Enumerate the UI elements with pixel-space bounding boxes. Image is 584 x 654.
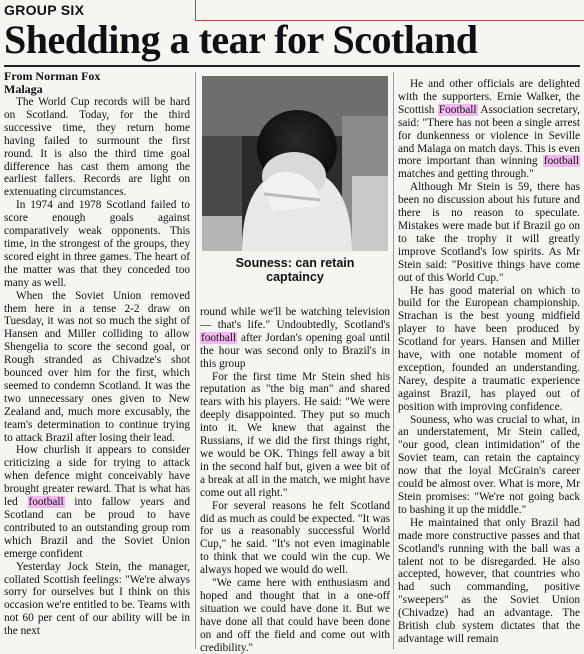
caption-line: captaincy xyxy=(266,270,324,284)
highlighted-word: football xyxy=(28,496,64,509)
column-divider xyxy=(195,72,196,649)
paragraph: The World Cup records will be hard on Scotland. Today, for the third successive time, they return home having failed to surmount the first round. It is also the third time goal difference has cast them among the earliest fallers. Records are light on extenuating circumstances. xyxy=(4,96,190,199)
highlighted-word: football xyxy=(201,331,237,344)
highlighted-word: Football xyxy=(438,103,477,116)
caption-line: Souness: can retain xyxy=(235,256,355,270)
paragraph: He maintained that only Brazil had made more constructive passes and that Scotland's running with the ball was a talent not to be disregarded. He also accepted, however, that countries who had such commanding, positive "sweepers" as the Soviet Union (Chivadze) had an advantage. The British club system dictates that the advantage will remain xyxy=(398,516,580,645)
byline-author: From Norman Fox xyxy=(4,69,101,83)
paragraph-text: He and other officials are delighted with the supporters. Ernie Walker, the Scottish xyxy=(398,78,580,116)
paragraph-text: after Jordan's opening goal until the hour was second only to Brazil's in this group xyxy=(200,331,390,370)
paragraph-text: into fallow years and Scotland can be proud to have contributed to an outstanding group rom which Brazil and the Soviet Union emerge confident xyxy=(4,496,190,560)
paragraph xyxy=(398,78,580,181)
paragraph: For the first time Mr Stein shed his reputation as "the big man" and shared tears with his players. He said: "We were deeply disappointed. They put so much into it. We knew that against the Russians, if we did the first things right, we would be OK. Things fell away a bit in the second half but, given a wee bit of a break at all in the match, we might have come out all right." xyxy=(200,370,390,499)
paragraph-text: matches and getting through." xyxy=(398,168,534,181)
paragraph: Although Mr Stein is 59, there has been no discussion about his future and there is no reason to speculate. Mistakes were made but if Brazil go on to take the trophy it will greatly improve Scotland's low spirits. As Mr Stein said: "Positive things have come out of this World Cup." xyxy=(398,181,580,284)
paragraph: He has good material on which to build for the European championship. Strachan is the best young midfield player to have been produced by Scotland for years. Hansen and Miller have, with one notable moment of exception, founded an understanding. Narey, despite a traumatic experience against Brazil, has played out of position with improving confidence. xyxy=(398,284,580,413)
paragraph: When the Soviet Union removed them here in a tense 2-2 draw on Tuesday, it was not so much the sight of Hansen and Miller colliding to allow Shengelia to score the second goal, or Rough stranded as Chivadze's shot bounced over him for the first, which seemed to condemn Scotland. It was the two unnecessary ones given to New Zealand and, much more excusably, the team's determination to continue trying to attack Brazil after losing their lead. xyxy=(4,289,190,444)
paragraph: "We came here with enthusiasm and hoped and thought that in a one-off situation we could have done it. But we have done all that could have been done on and off the field and come out with credibility." xyxy=(200,577,390,654)
paragraph-text: round while we'll be watching television — that's life." Undoubtedly, Scotland's xyxy=(200,306,390,331)
highlighted-word: football xyxy=(543,155,579,168)
section-label: GROUP SIX xyxy=(4,2,85,18)
byline-location: Malaga xyxy=(4,82,43,96)
paragraph-text: How churlish it appears to consider criticizing a side for trying to attack when defence might conceivably have brought greater reward. That is what has led xyxy=(4,444,190,509)
paragraph: Yesterday Jock Stein, the manager, collated Scottish feelings: "We're always sorry for ourselves but I think on this occasion we're entitled to be. Teams with not 60 per cent of our ability will be in the next xyxy=(4,560,190,638)
paragraph xyxy=(200,306,390,371)
headline: Shedding a tear for Scotland xyxy=(4,17,478,62)
photo-souness xyxy=(202,76,388,251)
paragraph: Souness, who was crucial to what, in an understatement, Mr Stein called, "our good, clean intimidation" of the Soviet team, can retain the captaincy now that the loyal McGrain's career could be almost over. What is more, Mr Stein promises: "We're not going back to bashing it up the middle." xyxy=(398,413,580,516)
headline-rule xyxy=(4,65,580,67)
paragraph xyxy=(4,444,190,560)
column-divider xyxy=(393,72,394,649)
crying-player-photo xyxy=(202,76,388,251)
paragraph-text: Association secretary, said: "There has not been a single arrest for dunkenness or violence in Seville and Malaga on match days. This is even more important than winning xyxy=(398,103,580,168)
paragraph: For several reasons he felt Scotland did as much as could be expected. "It was for us a reasonably successful World Cup," he said. "It's not even imaginable to think that we could win the cup. We always hoped we would do well. xyxy=(200,499,390,577)
photo-caption xyxy=(200,256,390,284)
byline xyxy=(4,70,190,96)
article-column-3 xyxy=(398,78,580,646)
article-column-2 xyxy=(200,306,390,654)
article-column-1 xyxy=(4,70,190,638)
paragraph: In 1974 and 1978 Scotland failed to score enough goals against comparatively weak opponents. This time, in the strongest of the groups, they scored eight in three games. The heart of the matter was that they conceded too many as well. xyxy=(4,199,190,289)
